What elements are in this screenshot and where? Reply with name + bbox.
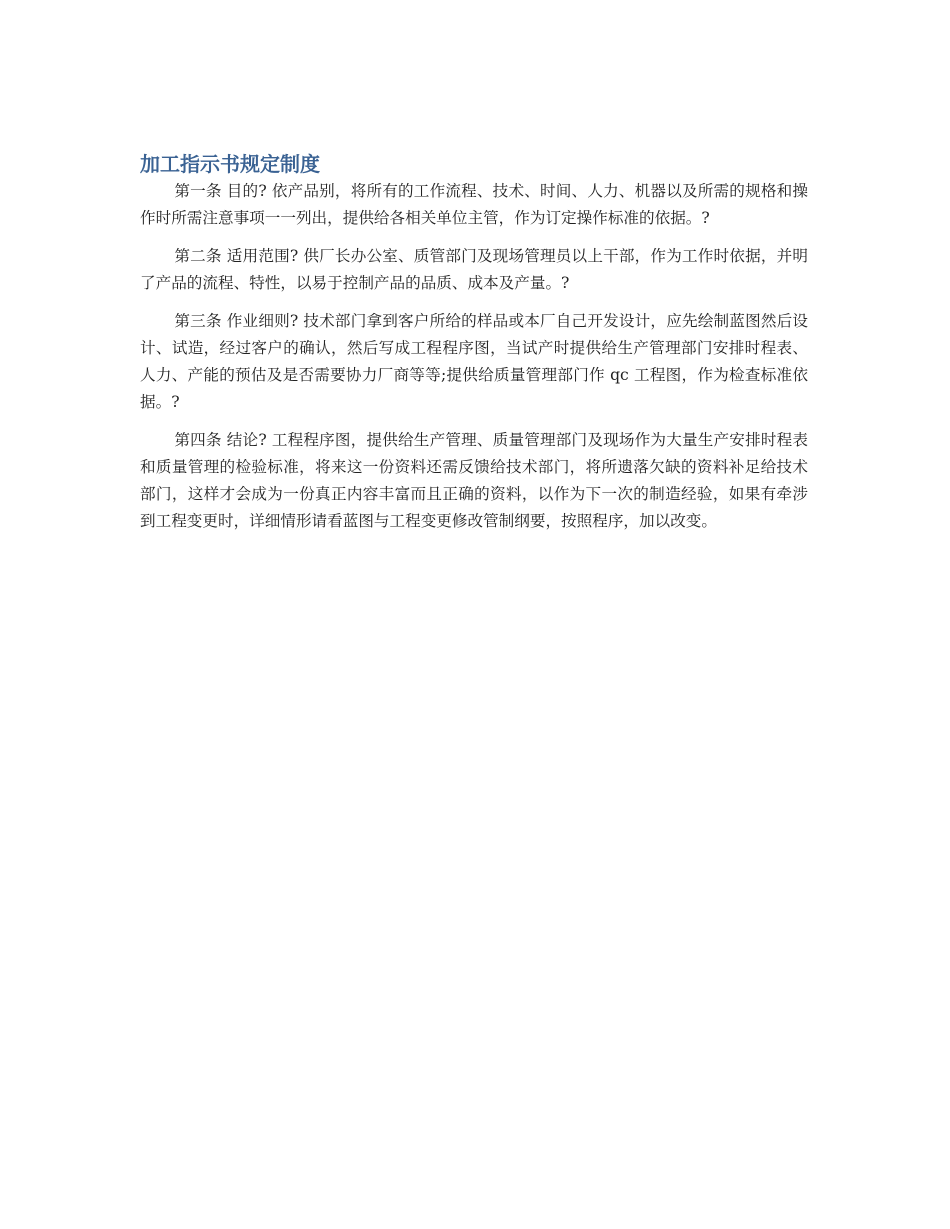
document-title: 加工指示书规定制度 [140, 152, 320, 176]
paragraph-article-4: 第四条 结论? 工程程序图，提供给生产管理、质量管理部门及现场作为大量生产安排时程表和质量管理的检验标准，将来这一份资料还需反馈给技术部门，将所遗落欠缺的资料补足给技术部门，这样才会成为一份真正内容丰富而且正确的资料，以作为下一次的制造经验，如果有牵涉到工程变更时，详细情形请看蓝图与工程变更修改管制纲要，按照程序，加以改变。 [140, 431, 808, 530]
document-body [140, 150, 808, 546]
paragraph-article-1: 第一条 目的? 依产品别，将所有的工作流程、技术、时间、人力、机器以及所需的规格和操作时所需注意事项一一列出，提供给各相关单位主管，作为订定操作标准的依据。? [140, 182, 808, 227]
paragraph-article-3: 第三条 作业细则? 技术部门拿到客户所给的样品或本厂自己开发设计，应先绘制蓝图然后设计、试造，经过客户的确认，然后写成工程程序图，当试产时提供给生产管理部门安排时程表、人力、产能的预估及是否需要协力厂商等等;提供给质量管理部门作 qc 工程图，作为检查标准依据。? [140, 312, 808, 411]
paragraph-article-2: 第二条 适用范围? 供厂长办公室、质管部门及现场管理员以上干部，作为工作时依据，并明了产品的流程、特性，以易于控制产品的品质、成本及产量。? [140, 247, 808, 292]
